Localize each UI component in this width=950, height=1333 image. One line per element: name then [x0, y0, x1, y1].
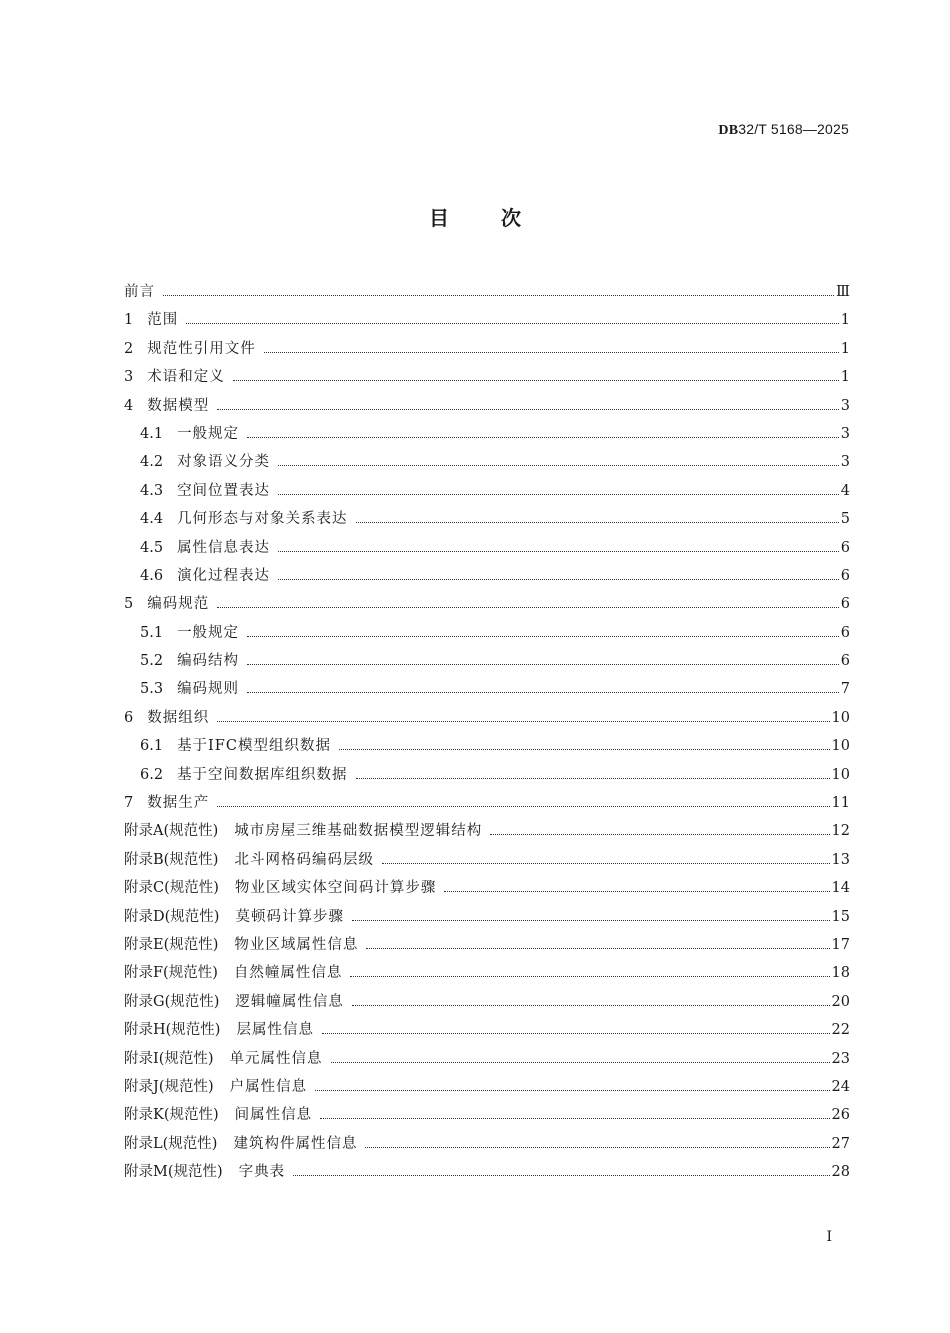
toc-leader-dots [331, 1061, 830, 1063]
toc-entry-label: 数据生产 [147, 795, 210, 812]
toc-entry-number: 附录C(规范性) [124, 880, 219, 897]
toc-entry-number: 附录J(规范性) [124, 1078, 214, 1095]
toc-entry-number: 4 [124, 397, 134, 414]
toc-entry-label: 范围 [147, 312, 179, 329]
toc-entry[interactable] [124, 959, 850, 987]
toc-entry-label: 术语和定义 [147, 369, 225, 386]
toc-entry-page: 13 [831, 851, 850, 868]
toc-entry-page: 10 [831, 709, 850, 726]
toc-entry-number: 7 [124, 795, 134, 812]
toc-entry-page: 7 [840, 681, 850, 698]
toc-entry-label: 单元属性信息 [229, 1050, 323, 1067]
toc-entry[interactable] [124, 1130, 850, 1158]
toc-entry[interactable] [124, 789, 850, 817]
toc-leader-dots [293, 1174, 829, 1176]
toc-entry[interactable] [124, 931, 850, 959]
toc-entry-number: 6.2 [140, 766, 164, 783]
toc-entry-page: 6 [840, 567, 850, 584]
toc-entry[interactable] [124, 1045, 850, 1073]
toc-entry-page: 15 [831, 908, 850, 925]
toc-entry-page: 1 [840, 312, 850, 329]
toc-leader-dots [264, 351, 839, 353]
toc-leader-dots [490, 833, 829, 835]
toc-leader-dots [444, 890, 829, 892]
toc-entry[interactable] [124, 903, 850, 931]
toc-entry-label: 自然幢属性信息 [233, 965, 343, 982]
toc-leader-dots [217, 606, 839, 608]
toc-entry-page: 17 [831, 936, 850, 953]
standard-code-prefix: DB [718, 123, 739, 138]
toc-entry-label: 物业区域属性信息 [234, 936, 359, 953]
toc-entry-label: 字典表 [238, 1164, 286, 1181]
toc-entry-number: 3 [124, 369, 134, 386]
toc-entry[interactable] [124, 817, 850, 845]
toc-entry-number: 附录L(规范性) [124, 1135, 218, 1152]
toc-entry[interactable] [124, 675, 850, 703]
toc-entry-label: 几何形态与对象关系表达 [177, 511, 348, 528]
toc-entry[interactable] [124, 1073, 850, 1101]
toc-entry-label: 北斗网格码编码层级 [234, 851, 374, 868]
standard-code [718, 121, 849, 139]
toc-entry-number: 附录D(规范性) [124, 908, 220, 925]
toc-entry[interactable] [124, 534, 850, 562]
toc-entry-label: 属性信息表达 [177, 539, 271, 556]
toc-entry[interactable] [124, 619, 850, 647]
toc-leader-dots [217, 720, 829, 722]
toc-leader-dots [352, 919, 830, 921]
toc-entry-number: 附录F(规范性) [124, 965, 218, 982]
toc-entry-label: 户属性信息 [229, 1078, 308, 1095]
toc-entry-number: 4.1 [140, 425, 164, 442]
toc-leader-dots [315, 1089, 829, 1091]
toc-entry-page: 3 [840, 397, 850, 414]
toc-entry-page: 5 [840, 511, 850, 528]
toc-entry-label: 演化过程表达 [177, 567, 271, 584]
toc-entry-number: 附录K(规范性) [124, 1107, 219, 1124]
toc-entry-label: 前言 [124, 284, 155, 300]
toc-leader-dots [278, 550, 839, 552]
toc-entry[interactable] [124, 590, 850, 618]
toc-entry-number: 附录B(规范性) [124, 851, 219, 868]
toc-entry-number: 5.2 [140, 653, 164, 670]
toc-entry-page: 1 [840, 340, 850, 357]
toc-leader-dots [322, 1032, 830, 1034]
standard-code-number: 32/T 5168—2025 [738, 121, 849, 137]
toc-entry[interactable] [124, 420, 850, 448]
toc-leader-dots [350, 975, 829, 977]
toc-entry-label: 一般规定 [177, 624, 240, 641]
toc-entry-number: 4.4 [140, 511, 164, 528]
toc-leader-dots [247, 635, 839, 637]
toc-entry-page: 18 [831, 965, 850, 982]
toc-entry-label: 规范性引用文件 [147, 340, 256, 357]
toc-leader-dots [352, 1004, 830, 1006]
toc-entry[interactable] [124, 392, 850, 420]
toc-entry-page: 26 [831, 1107, 850, 1124]
toc-entry-number: 5.1 [140, 624, 164, 641]
toc-entry[interactable] [124, 1016, 850, 1044]
toc-entry-label: 编码规范 [147, 596, 210, 613]
toc-entry-number: 5 [124, 596, 134, 613]
toc-entry-label: 一般规定 [177, 425, 240, 442]
toc-entry[interactable] [124, 505, 850, 533]
toc-leader-dots [339, 748, 830, 750]
toc-entry-page: 3 [840, 454, 850, 471]
toc-entry[interactable] [124, 732, 850, 760]
toc-entry-number: 附录A(规范性) [124, 823, 219, 840]
toc-entry-number: 4.5 [140, 539, 164, 556]
toc-entry[interactable] [124, 278, 850, 306]
toc-entry[interactable] [124, 363, 850, 391]
toc-leader-dots [217, 408, 839, 410]
toc-entry-page: 10 [831, 738, 850, 755]
toc-leader-dots [163, 294, 834, 296]
toc-entry-page: 4 [840, 482, 850, 499]
toc-entry-label: 逻辑幢属性信息 [235, 993, 344, 1010]
toc-entry[interactable] [124, 846, 850, 874]
toc-entry-number: 5.3 [140, 681, 164, 698]
toc-entry-page: 24 [831, 1078, 850, 1095]
toc-entry-label: 城市房屋三维基础数据模型逻辑结构 [234, 823, 483, 840]
toc-entry-page: 6 [840, 624, 850, 641]
toc-entry[interactable] [124, 477, 850, 505]
table-of-contents [124, 278, 850, 1187]
toc-entry-page: 6 [840, 596, 850, 613]
toc-entry-page: 3 [840, 425, 850, 442]
toc-leader-dots [366, 947, 829, 949]
toc-entry-number: 附录M(规范性) [124, 1164, 223, 1181]
toc-leader-dots [186, 322, 839, 324]
toc-leader-dots [247, 691, 839, 693]
toc-entry[interactable] [124, 647, 850, 675]
toc-entry-number: 附录H(规范性) [124, 1022, 221, 1039]
toc-leader-dots [247, 663, 839, 665]
toc-entry-label: 编码结构 [177, 653, 240, 670]
toc-entry[interactable] [124, 306, 850, 334]
toc-entry-label: 间属性信息 [234, 1107, 313, 1124]
toc-entry[interactable] [124, 988, 850, 1016]
toc-entry-number: 4.2 [140, 454, 164, 471]
toc-entry-page: 11 [831, 795, 850, 812]
toc-entry[interactable] [124, 562, 850, 590]
toc-leader-dots [233, 379, 839, 381]
toc-entry[interactable] [124, 1158, 850, 1186]
toc-entry-label: 建筑构件属性信息 [233, 1135, 358, 1152]
toc-leader-dots [278, 578, 839, 580]
toc-entry-page: Ⅲ [836, 284, 850, 300]
toc-entry-label: 层属性信息 [236, 1022, 314, 1039]
toc-entry-label: 数据组织 [147, 709, 210, 726]
toc-entry[interactable] [124, 874, 850, 902]
toc-entry-number: 2 [124, 340, 134, 357]
toc-entry[interactable] [124, 704, 850, 732]
toc-leader-dots [356, 777, 830, 779]
toc-entry-page: 1 [840, 369, 850, 386]
toc-entry-page: 10 [831, 766, 850, 783]
toc-entry-page: 20 [831, 993, 850, 1010]
toc-entry-number: 4.3 [140, 482, 164, 499]
toc-entry[interactable] [124, 1101, 850, 1129]
toc-entry[interactable] [124, 335, 850, 363]
toc-leader-dots [217, 805, 829, 807]
toc-entry-label: 编码规则 [177, 681, 240, 698]
toc-entry-page: 23 [831, 1050, 850, 1067]
toc-entry-number: 6 [124, 709, 134, 726]
toc-leader-dots [365, 1146, 829, 1148]
page-title: 目次 [429, 206, 573, 230]
toc-entry-number: 1 [124, 312, 134, 329]
toc-entry-number: 4.6 [140, 567, 164, 584]
page-number: I [826, 1229, 832, 1245]
toc-leader-dots [356, 521, 839, 523]
toc-leader-dots [320, 1117, 829, 1119]
toc-entry-label: 空间位置表达 [177, 482, 271, 499]
toc-entry-page: 14 [831, 880, 850, 897]
toc-leader-dots [278, 464, 839, 466]
toc-entry-page: 22 [831, 1022, 850, 1039]
toc-entry-number: 附录E(规范性) [124, 936, 219, 953]
toc-leader-dots [278, 493, 839, 495]
toc-entry-page: 6 [840, 539, 850, 556]
toc-entry-label: 基于空间数据库组织数据 [177, 766, 348, 783]
toc-entry-number: 6.1 [140, 738, 164, 755]
toc-entry[interactable] [124, 448, 850, 476]
toc-entry-label: 数据模型 [147, 397, 210, 414]
toc-entry[interactable] [124, 761, 850, 789]
toc-entry-label: 莫顿码计算步骤 [235, 908, 344, 925]
toc-entry-label: 对象语义分类 [177, 454, 271, 471]
toc-entry-page: 27 [831, 1135, 850, 1152]
toc-entry-label: 物业区域实体空间码计算步骤 [234, 880, 437, 897]
toc-entry-page: 12 [831, 823, 850, 840]
toc-leader-dots [382, 862, 830, 864]
toc-entry-label: 基于IFC模型组织数据 [177, 738, 331, 755]
toc-entry-page: 28 [831, 1164, 850, 1181]
toc-entry-number: 附录I(规范性) [124, 1050, 214, 1067]
toc-entry-number: 附录G(规范性) [124, 993, 220, 1010]
toc-leader-dots [247, 436, 839, 438]
toc-entry-page: 6 [840, 653, 850, 670]
